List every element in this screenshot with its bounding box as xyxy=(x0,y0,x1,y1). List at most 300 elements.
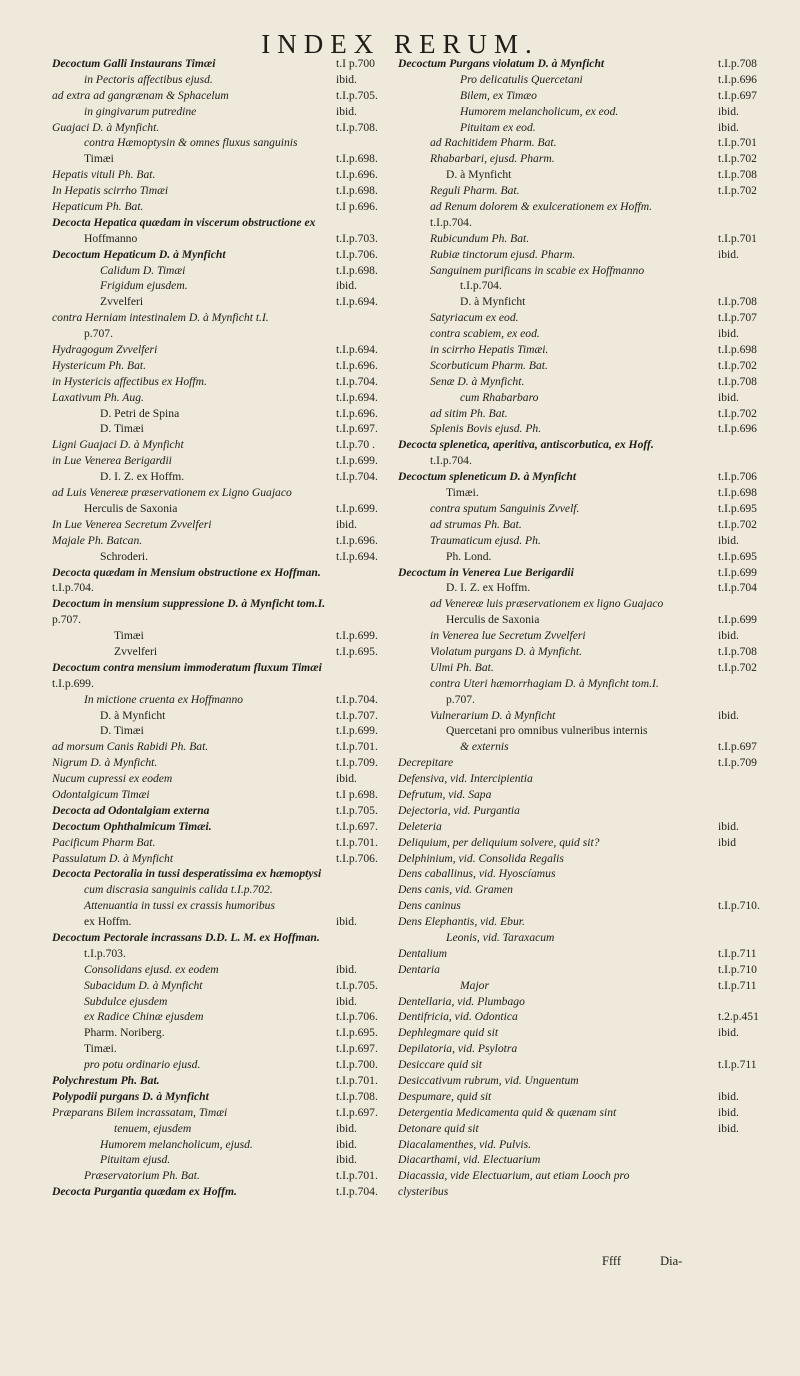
index-entry xyxy=(52,771,398,787)
index-entry xyxy=(52,231,398,247)
index-entry xyxy=(52,1089,398,1105)
index-entry xyxy=(52,866,398,882)
index-entry xyxy=(52,803,398,819)
entry-text: Major xyxy=(460,978,489,992)
index-entry xyxy=(52,533,398,549)
index-entry xyxy=(398,692,780,708)
page-reference: t.I.p.710 xyxy=(718,962,757,976)
entry-text: Odontalgicum Timæi xyxy=(52,787,150,801)
index-entry xyxy=(398,565,780,581)
index-entry xyxy=(52,517,398,533)
index-entry xyxy=(398,644,780,660)
index-entry xyxy=(398,247,780,263)
entry-text: contra Hæmoptysin & omnes fluxus sanguinis xyxy=(84,136,298,150)
entry-text: Dentalium xyxy=(398,946,447,960)
entry-text: Decocta splenetica, aperitiva, antiscorbutica, ex Hoff. xyxy=(398,438,654,452)
index-entry xyxy=(52,263,398,279)
page-reference: ibid. xyxy=(718,1026,739,1040)
index-entry xyxy=(398,390,780,406)
index-entry xyxy=(398,1057,780,1073)
entry-text: Timæi xyxy=(84,152,114,166)
index-entry xyxy=(52,962,398,978)
page-reference: t.I.p.697. xyxy=(336,422,378,436)
page-reference: t.I.p.696 xyxy=(718,72,757,86)
page-reference: t.I.p.706 xyxy=(718,470,757,484)
entry-text: Pacificum Pharm Bat. xyxy=(52,835,156,849)
entry-text: Decocta ad Odontalgiam externa xyxy=(52,803,210,817)
page-reference: t.I p.700 xyxy=(336,57,375,70)
index-entry xyxy=(398,215,780,231)
index-entry xyxy=(52,676,398,692)
index-entry xyxy=(52,914,398,930)
entry-text: tenuem, ejusdem xyxy=(114,1121,192,1135)
page-reference: t.I.p.711 xyxy=(718,946,757,960)
page-reference: t.I.p.698 xyxy=(718,486,757,500)
index-entry xyxy=(398,294,780,310)
page-reference: t.I.p.701. xyxy=(336,835,378,849)
index-entry xyxy=(398,1089,780,1105)
page-reference: t.I.p.708 xyxy=(718,168,757,182)
entry-text: Violatum purgans D. à Mynficht. xyxy=(430,644,582,658)
index-entry xyxy=(52,1168,398,1184)
page-reference: t.I.p.695 xyxy=(718,501,757,515)
page-reference: t.I.p.703. xyxy=(336,231,378,245)
index-entry xyxy=(398,628,780,644)
entry-text: Detergentia Medicamenta quid & quænam sint xyxy=(398,1105,617,1119)
page-reference: t.I.p.696. xyxy=(336,533,378,547)
index-entry xyxy=(398,1168,780,1184)
entry-text: Detonare quid sit xyxy=(398,1121,479,1135)
page-reference: t.I.p.708 xyxy=(718,374,757,388)
page-reference: t.I.p.707 xyxy=(718,311,757,325)
index-entry xyxy=(398,437,780,453)
entry-text: in Lue Venerea Berigardii xyxy=(52,454,172,468)
entry-text: In Lue Venerea Secretum Zvvelferi xyxy=(52,517,212,531)
catchword: Dia- xyxy=(660,1254,683,1268)
page-reference: t.I.p.707. xyxy=(336,708,378,722)
entry-text: ad sitim Ph. Bat. xyxy=(430,406,508,420)
page-reference: t.I.p.695. xyxy=(336,1026,378,1040)
entry-text: Ulmi Ph. Bat. xyxy=(430,660,494,674)
entry-text: Zvvelferi xyxy=(114,644,158,658)
index-entry xyxy=(398,231,780,247)
page-reference: t.I.p.705. xyxy=(336,978,378,992)
index-entry xyxy=(398,517,780,533)
index-entry xyxy=(52,739,398,755)
page-reference: t.I.p.702 xyxy=(718,184,757,198)
index-entry xyxy=(398,851,780,867)
page-reference: t.I.p.697. xyxy=(336,819,378,833)
index-entry xyxy=(52,994,398,1010)
entry-text: Hystericum Ph. Bat. xyxy=(52,358,147,372)
index-entry xyxy=(398,771,780,787)
index-entry xyxy=(398,914,780,930)
entry-text: Polychrestum Ph. Bat. xyxy=(52,1074,160,1087)
index-entry xyxy=(52,294,398,310)
entry-text: in Hystericis affectibus ex Hoffm. xyxy=(52,374,207,388)
index-entry xyxy=(398,326,780,342)
index-entry xyxy=(52,787,398,803)
index-entry xyxy=(398,135,780,151)
entry-text: pro potu ordinario ejusd. xyxy=(84,1058,201,1072)
page-reference: t.I p.698. xyxy=(336,787,378,801)
entry-text: D. I. Z. ex Hoffm. xyxy=(446,581,531,595)
entry-text: p.707. xyxy=(52,613,81,627)
page-reference: t.I.p.697. xyxy=(336,1042,378,1056)
page-reference: t.I.p.699. xyxy=(336,454,378,468)
index-entry xyxy=(52,437,398,453)
index-entry xyxy=(398,88,780,104)
entry-text: D. à Mynficht xyxy=(446,168,512,182)
page-title: INDEX RERUM. xyxy=(261,29,539,59)
index-entry xyxy=(398,406,780,422)
index-entry xyxy=(398,1073,780,1089)
index-entry xyxy=(52,151,398,167)
page-reference: t.I.p.705. xyxy=(336,88,378,102)
entry-text: Decoctum Purgans violatum D. à Mynficht xyxy=(398,57,605,70)
index-entry xyxy=(52,644,398,660)
index-entry xyxy=(52,882,398,898)
entry-text: Dentifricia, vid. Odontica xyxy=(398,1010,518,1024)
page-reference: t.I.p.698. xyxy=(336,152,378,166)
page-reference: t.I.p.699. xyxy=(336,629,378,643)
entry-text: In mictione cruenta ex Hoffmanno xyxy=(84,692,244,706)
entry-text: Decoctum in Venerea Lue Berigardii xyxy=(398,565,574,579)
index-entry xyxy=(52,390,398,406)
page-reference: t.I.p.705. xyxy=(336,803,378,817)
entry-text: Delphinium, vid. Consolida Regalis xyxy=(398,851,564,865)
page-reference: ibid. xyxy=(718,1089,739,1103)
page-reference: t.I.p.701 xyxy=(718,231,757,245)
entry-text: Timæi. xyxy=(446,486,479,500)
index-entry xyxy=(52,135,398,151)
entry-text: in Venerea lue Secretum Zvvelferi xyxy=(430,629,586,643)
index-entry xyxy=(398,342,780,358)
page-reference: t.I.p.694. xyxy=(336,390,378,404)
index-entry xyxy=(52,1137,398,1153)
entry-text: Schroderi. xyxy=(100,549,148,563)
entry-text: t.I.p.699. xyxy=(52,676,94,690)
entry-text: Decrepitare xyxy=(398,756,454,770)
page-reference: t.I.p.701. xyxy=(336,1169,378,1183)
entry-text: Splenis Bovis ejusd. Ph. xyxy=(430,422,542,436)
right-column xyxy=(398,56,780,1200)
page-reference: ibid xyxy=(718,835,737,849)
page-reference: ibid. xyxy=(718,120,739,134)
index-entry xyxy=(52,278,398,294)
page-reference: t.I.p.704. xyxy=(336,374,378,388)
entry-text: Vulnerarium D. à Mynficht xyxy=(430,708,556,722)
index-entry xyxy=(398,1041,780,1057)
entry-text: Herculis de Saxonia xyxy=(446,613,540,627)
entry-text: Timæi. xyxy=(84,1042,117,1056)
index-entry xyxy=(52,310,398,326)
index-entry xyxy=(398,453,780,469)
entry-text: Dens canis, vid. Gramen xyxy=(398,883,513,897)
index-entry xyxy=(398,120,780,136)
entry-text: Scorbuticum Pharm. Bat. xyxy=(430,358,548,372)
entry-text: Decoctum spleneticum D. à Mynficht xyxy=(398,470,577,484)
index-entry xyxy=(52,660,398,676)
index-entry xyxy=(52,453,398,469)
index-entry xyxy=(398,485,780,501)
entry-text: Reguli Pharm. Bat. xyxy=(430,184,520,198)
entry-text: Guajaci D. à Mynficht. xyxy=(52,120,160,134)
index-entry xyxy=(398,104,780,120)
entry-text: D. Timæi xyxy=(100,422,144,436)
index-entry xyxy=(398,310,780,326)
index-entry xyxy=(52,819,398,835)
entry-text: in gingivarum putredine xyxy=(84,104,197,118)
page-reference: t.I.p.699. xyxy=(336,724,378,738)
index-entry xyxy=(52,612,398,628)
index-entry xyxy=(398,469,780,485)
index-entry xyxy=(52,1184,398,1200)
index-entry xyxy=(398,708,780,724)
entry-text: Decocta Purgantia quædam ex Hoffm. xyxy=(52,1185,237,1199)
entry-text: Frigidum ejusdem. xyxy=(100,279,188,293)
index-entry xyxy=(398,167,780,183)
entry-text: Præparans Bilem incrassatam, Timæi xyxy=(52,1105,228,1119)
index-entry xyxy=(398,278,780,294)
index-entry xyxy=(398,660,780,676)
page-reference: t.I.p.695. xyxy=(336,644,378,658)
page-reference: t.I.p.702 xyxy=(718,358,757,372)
index-entry xyxy=(52,596,398,612)
index-entry xyxy=(52,1073,398,1089)
index-entry xyxy=(52,930,398,946)
page-reference: ibid. xyxy=(718,819,739,833)
entry-text: Decocta Pectoralia in tussi desperatissima ex hæmoptysi xyxy=(52,867,322,881)
entry-text: Attenuantia in tussi ex crassis humoribus xyxy=(84,899,275,913)
page-reference: t.I.p.706. xyxy=(336,247,378,261)
index-entry xyxy=(52,1041,398,1057)
page-reference: t.I.p.701. xyxy=(336,740,378,754)
entry-text: Traumaticum ejusd. Ph. xyxy=(430,533,541,547)
index-entry xyxy=(398,866,780,882)
index-entry xyxy=(52,835,398,851)
index-entry xyxy=(52,565,398,581)
index-entry xyxy=(52,1057,398,1073)
index-entry xyxy=(398,358,780,374)
entry-text: Nigrum D. à Mynficht. xyxy=(52,756,158,770)
index-entry xyxy=(398,199,780,215)
index-entry xyxy=(398,596,780,612)
index-entry xyxy=(52,183,398,199)
page-reference: t.I.p.701. xyxy=(336,1074,378,1087)
index-entry xyxy=(398,612,780,628)
page-reference: ibid. xyxy=(718,629,739,643)
index-entry xyxy=(398,1121,780,1137)
entry-text: ad Venereæ luis præservationem ex ligno Guajaco xyxy=(430,597,664,611)
entry-text: Pituitam ejusd. xyxy=(100,1153,171,1167)
page-reference: t.I.p.696. xyxy=(336,168,378,182)
entry-text: t.I.p.704. xyxy=(430,215,472,229)
index-entry xyxy=(52,898,398,914)
page-reference: t.I.p.698. xyxy=(336,263,378,277)
page-reference: ibid. xyxy=(336,1153,357,1167)
index-entry xyxy=(52,199,398,215)
page-reference: ibid. xyxy=(718,104,739,118)
index-entry xyxy=(398,676,780,692)
entry-text: t.I.p.703. xyxy=(84,946,126,960)
index-entry xyxy=(398,962,780,978)
page-reference: ibid. xyxy=(336,517,357,531)
page-reference: t.I.p.694. xyxy=(336,549,378,563)
index-entry xyxy=(398,882,780,898)
page-reference: t.I.p.698 xyxy=(718,343,757,357)
entry-text: p.707. xyxy=(446,692,475,706)
index-entry xyxy=(398,374,780,390)
index-entry xyxy=(398,1105,780,1121)
entry-text: Decoctum Hepaticum D. à Mynficht xyxy=(52,247,226,261)
entry-text: Hydragogum Zvvelferi xyxy=(52,343,158,357)
entry-text: Dentellaria, vid. Plumbago xyxy=(398,994,525,1008)
entry-text: D. Timæi xyxy=(100,724,144,738)
page-reference: t.I.p.708 xyxy=(718,295,757,309)
entry-text: Subdulce ejusdem xyxy=(84,994,168,1008)
page-reference: t.I.p.706. xyxy=(336,851,378,865)
page-reference: t.I.p.704. xyxy=(336,692,378,706)
signature-mark: Ffff xyxy=(602,1254,621,1268)
entry-text: Sanguinem purificans in scabie ex Hoffmanno xyxy=(430,263,645,277)
page-reference: ibid. xyxy=(336,72,357,86)
page-reference: ibid. xyxy=(336,104,357,118)
entry-text: Despumare, quid sit xyxy=(398,1089,492,1103)
index-entry xyxy=(398,978,780,994)
page-reference: ibid. xyxy=(718,1105,739,1119)
index-entry xyxy=(52,326,398,342)
page-reference: ibid. xyxy=(336,915,357,929)
page-reference: t.I.p.710. xyxy=(718,899,760,913)
page-reference: t.I.p.696. xyxy=(336,358,378,372)
entry-text: Pituitam ex eod. xyxy=(460,120,536,134)
entry-text: Decoctum Pectorale incrassans D.D. L. M. ex Hoffman. xyxy=(52,930,320,944)
index-entry xyxy=(52,946,398,962)
index-entry xyxy=(52,1009,398,1025)
page-reference: ibid. xyxy=(336,1137,357,1151)
index-entry xyxy=(398,755,780,771)
index-entry xyxy=(398,994,780,1010)
index-entry xyxy=(398,930,780,946)
index-entry xyxy=(52,723,398,739)
page-reference: t.I.p.697 xyxy=(718,740,757,754)
entry-text: cum Rhabarbaro xyxy=(460,390,539,404)
entry-text: Leonis, vid. Taraxacum xyxy=(446,930,555,944)
entry-text: Majale Ph. Batcan. xyxy=(52,533,143,547)
entry-text: Desiccare quid sit xyxy=(398,1058,482,1072)
entry-text: D. à Mynficht xyxy=(460,295,526,309)
entry-text: Decocta quædam in Mensium obstructione ex Hoffman. xyxy=(52,565,321,579)
page-reference: t.I.p.697 xyxy=(718,88,757,102)
index-entry xyxy=(398,898,780,914)
page-reference: ibid. xyxy=(718,1121,739,1135)
entry-text: Deleteria xyxy=(398,819,442,833)
entry-text: Dens caninus xyxy=(398,899,461,913)
index-entry xyxy=(52,708,398,724)
page-reference: t.I.p.696 xyxy=(718,422,757,436)
page-reference: t.I.p.711 xyxy=(718,1058,757,1072)
index-entry xyxy=(52,1025,398,1041)
page-reference: t.I.p.700. xyxy=(336,1058,378,1072)
entry-text: ad strumas Ph. Bat. xyxy=(430,517,522,531)
entry-text: ad Renum dolorem & exulcerationem ex Hoffm. xyxy=(430,200,653,214)
entry-text: ex Hoffm. xyxy=(84,915,132,929)
entry-text: Dens Elephantis, vid. Ebur. xyxy=(398,915,525,929)
page-reference: t.I.p.699 xyxy=(718,565,757,579)
entry-text: Desiccativum rubrum, vid. Unguentum xyxy=(398,1074,579,1087)
entry-text: ad Luis Venereæ præservationem ex Ligno Guajaco xyxy=(52,486,292,500)
page-reference: t.I.p.699. xyxy=(336,501,378,515)
entry-text: Hepaticum Ph. Bat. xyxy=(52,200,144,214)
entry-text: clysteribus xyxy=(398,1185,449,1199)
page-reference: t.2.p.451 xyxy=(718,1010,759,1024)
entry-text: Rubicundum Ph. Bat. xyxy=(430,231,530,245)
entry-text: contra scabiem, ex eod. xyxy=(430,327,540,341)
page-reference: t.I.p.704. xyxy=(336,470,378,484)
entry-text: p.707. xyxy=(84,327,113,341)
page-reference: t.I.p.699 xyxy=(718,613,757,627)
index-entry xyxy=(398,787,780,803)
page-reference: ibid. xyxy=(336,994,357,1008)
entry-text: in Pectoris affectibus ejusd. xyxy=(84,72,213,86)
entry-text: ad extra ad gangrænam & Sphacelum xyxy=(52,88,229,102)
index-entry xyxy=(52,358,398,374)
entry-text: Depilatoria, vid. Psylotra xyxy=(398,1042,518,1056)
index-entry xyxy=(398,1184,780,1200)
page-reference: t.I.p.696. xyxy=(336,406,378,420)
page-reference: t.I.p.702 xyxy=(718,517,757,531)
entry-text: ex Radice Chinæ ejusdem xyxy=(84,1010,204,1024)
page-reference: t.I.p.702 xyxy=(718,660,757,674)
page-reference: ibid. xyxy=(718,533,739,547)
index-entry xyxy=(398,263,780,279)
page-reference: t.I.p.698. xyxy=(336,184,378,198)
entry-text: Decoctum in mensium suppressione D. à Mynficht tom.I. xyxy=(52,597,326,611)
index-entry xyxy=(398,501,780,517)
index-entry xyxy=(398,151,780,167)
page-reference: t.I.p.708. xyxy=(336,1089,378,1103)
page-reference: t.I.p.697. xyxy=(336,1105,378,1119)
entry-text: Polypodii purgans D. à Mynficht xyxy=(52,1089,209,1103)
index-entry xyxy=(52,501,398,517)
index-entry xyxy=(398,549,780,565)
page-reference: ibid. xyxy=(718,390,739,404)
index-entry xyxy=(52,167,398,183)
page-reference: t.I.p.702 xyxy=(718,152,757,166)
entry-text: t.I.p.704. xyxy=(460,279,502,293)
entry-text: Hepatis vituli Ph. Bat. xyxy=(52,168,156,182)
index-entry xyxy=(398,1152,780,1168)
index-entry xyxy=(398,421,780,437)
entry-text: Hoffmanno xyxy=(84,231,138,245)
page-reference: ibid. xyxy=(336,772,357,786)
index-entry xyxy=(52,342,398,358)
page-reference: t.I.p.704 xyxy=(718,581,757,595)
entry-text: Diacassia, vide Electuarium, aut etiam Looch pro xyxy=(398,1169,630,1183)
page-reference: ibid. xyxy=(718,708,739,722)
entry-text: Defensiva, vid. Intercipientia xyxy=(398,772,533,786)
index-entry xyxy=(52,628,398,644)
left-column xyxy=(52,56,398,1200)
index-entry xyxy=(52,120,398,136)
entry-text: Humorem melancholicum, ejusd. xyxy=(100,1137,253,1151)
index-entry xyxy=(52,1105,398,1121)
page-reference: t.I p.696. xyxy=(336,200,378,214)
index-entry xyxy=(52,485,398,501)
entry-text: & externis xyxy=(460,740,509,754)
page-reference: t.I.p.708 xyxy=(718,644,757,658)
